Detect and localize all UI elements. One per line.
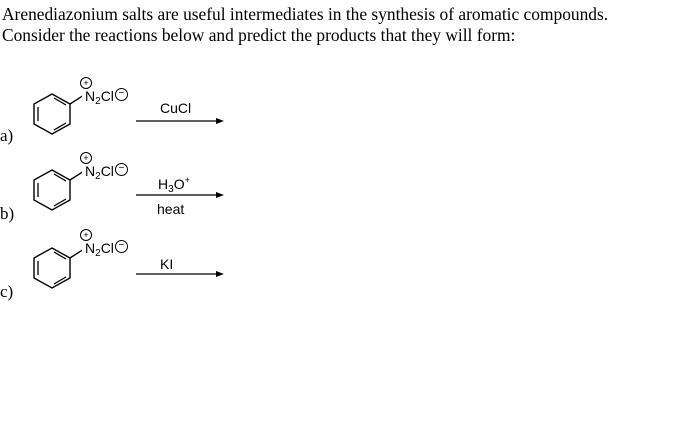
reaction-c <box>0 228 700 308</box>
benzene-ring-c <box>22 228 82 298</box>
question-intro <box>2 4 692 46</box>
nitrogen-subscript-a: 2 <box>95 96 101 107</box>
reagent-h-subscript: 3 <box>168 184 174 195</box>
nitrogen-subscript-c: 2 <box>95 248 101 259</box>
benzene-ring-a <box>22 74 82 144</box>
reagent-h-symbol: H <box>158 176 169 192</box>
chloride-minus-charge-c: − <box>115 240 128 253</box>
nitrogen-symbol-c: N <box>85 240 96 256</box>
reagent-ki: KI <box>160 256 174 272</box>
diazonium-plus-charge-b: + <box>80 152 92 164</box>
diazonium-plus-charge-c: + <box>80 229 92 241</box>
diazonium-salt-b <box>85 163 128 182</box>
diazonium-salt-c <box>85 240 128 259</box>
reaction-arrow-a <box>136 117 224 125</box>
reagent-heat: heat <box>157 201 185 217</box>
reaction-label-c: c) <box>0 282 14 301</box>
reagent-cucl: CuCl <box>160 100 192 116</box>
reaction-label-b: b) <box>0 204 15 223</box>
reagent-o-symbol: O <box>173 176 185 192</box>
intro-line-1: Arenediazonium salts are useful intermediates in the synthesis of aromatic compounds. <box>2 4 609 24</box>
diazonium-plus-charge-a: + <box>80 77 92 89</box>
reaction-arrow-b <box>136 191 224 199</box>
nitrogen-subscript-b: 2 <box>95 171 101 182</box>
nitrogen-symbol-b: N <box>85 163 96 179</box>
chloride-symbol-c: Cl <box>100 240 114 256</box>
reaction-b <box>0 150 700 230</box>
chloride-minus-charge-a: − <box>115 88 128 101</box>
reaction-label-a: a) <box>0 126 14 145</box>
benzene-ring-b <box>22 150 82 220</box>
chloride-minus-charge-b: − <box>115 163 128 176</box>
intro-line-2: Consider the reactions below and predict the products that they will form: <box>2 25 516 45</box>
chloride-symbol-b: Cl <box>100 163 114 179</box>
chloride-symbol-a: Cl <box>100 88 114 104</box>
nitrogen-symbol-a: N <box>85 88 96 104</box>
reagent-plus-superscript: + <box>184 175 190 185</box>
reaction-arrow-c <box>136 270 224 278</box>
diazonium-salt-a <box>85 88 128 107</box>
reaction-a <box>0 74 700 154</box>
